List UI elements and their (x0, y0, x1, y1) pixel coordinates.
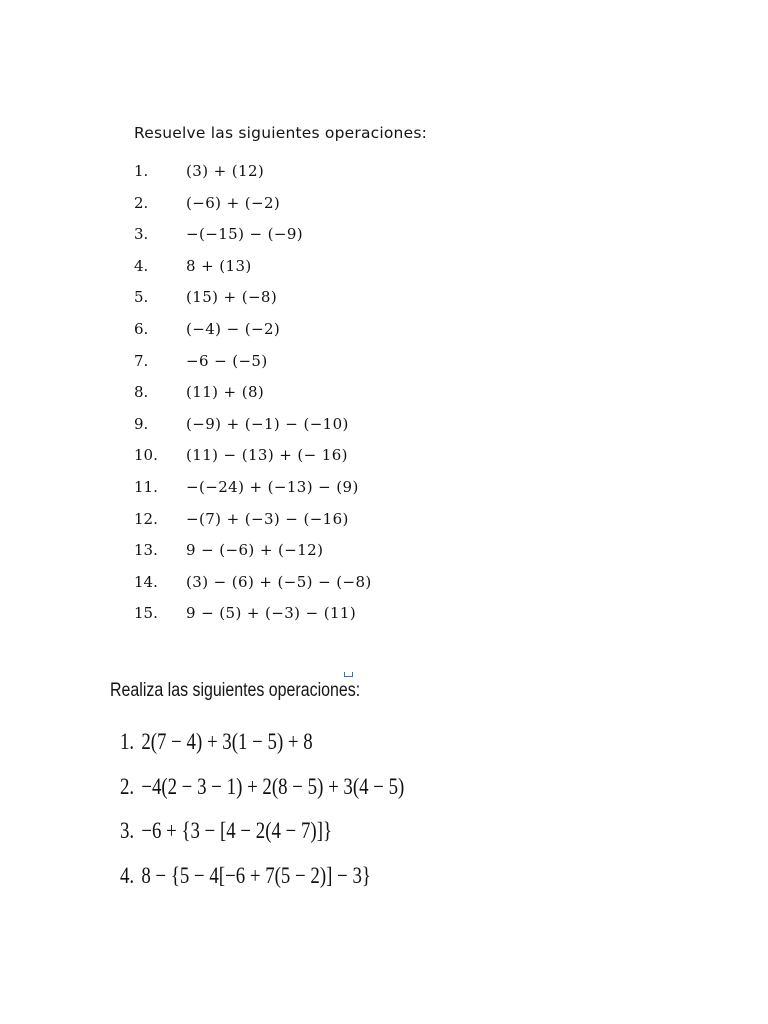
item-expression: −4(2 − 3 − 1) + 2(8 − 5) + 3(4 − 5) (141, 773, 405, 799)
list-item (134, 535, 372, 567)
list-item (120, 813, 404, 858)
item-expression: 8 + (13) (186, 256, 252, 275)
list-item (134, 440, 372, 472)
item-number: 8. (134, 383, 149, 402)
item-expression: (−4) − (−2) (186, 319, 281, 338)
item-number: 4. (134, 256, 149, 275)
list-item (134, 346, 372, 378)
item-expression: (3) + (12) (186, 162, 265, 180)
item-number: 14. (134, 572, 158, 591)
list-item (134, 504, 372, 536)
item-number: 2. (134, 193, 149, 212)
item-expression: −6 + {3 − [4 − 2(4 − 7)]} (141, 818, 333, 843)
operations-list-1 (134, 156, 372, 630)
section-1-title: Resuelve las siguientes operaciones: (134, 124, 428, 142)
list-item (134, 598, 372, 630)
item-number: 1. (120, 729, 135, 754)
item-number: 10. (134, 446, 158, 465)
item-expression: (15) + (−8) (186, 288, 278, 307)
list-item (134, 156, 372, 188)
item-number: 1. (134, 162, 149, 180)
item-expression: (−9) + (−1) − (−10) (186, 414, 349, 433)
item-expression: (3) − (6) + (−5) − (−8) (186, 572, 372, 591)
item-number: 2. (120, 773, 135, 799)
item-expression: −6 − (−5) (186, 351, 268, 370)
list-item (120, 724, 404, 769)
item-expression: 9 − (5) + (−3) − (11) (186, 604, 357, 623)
item-expression: (−6) + (−2) (186, 193, 281, 212)
item-expression: (11) − (13) + (− 16) (186, 446, 348, 465)
item-number: 5. (134, 288, 149, 307)
item-expression: −(7) + (−3) − (−16) (186, 509, 349, 528)
item-number: 3. (134, 225, 149, 244)
item-number: 4. (120, 862, 135, 888)
item-expression: (11) + (8) (186, 383, 265, 402)
list-item (134, 377, 372, 409)
item-number: 15. (134, 604, 158, 623)
list-item (134, 282, 372, 314)
operations-list-2 (120, 724, 467, 902)
list-item (120, 858, 404, 903)
item-expression: −(−15) − (−9) (186, 225, 304, 244)
list-item (134, 219, 372, 251)
list-item (134, 251, 372, 283)
item-number: 11. (134, 477, 158, 496)
item-number: 3. (120, 818, 135, 843)
item-number: 13. (134, 541, 158, 560)
item-number: 6. (134, 319, 149, 338)
item-number: 9. (134, 414, 149, 433)
item-expression: −(−24) + (−13) − (9) (186, 477, 359, 496)
item-expression: 2(7 − 4) + 3(1 − 5) + 8 (141, 729, 313, 754)
item-number: 12. (134, 509, 158, 528)
item-number: 7. (134, 351, 149, 370)
list-item (120, 769, 404, 814)
list-item (134, 314, 372, 346)
item-expression: 9 − (−6) + (−12) (186, 541, 324, 560)
list-item (134, 188, 372, 220)
list-item (134, 472, 372, 504)
item-expression: 8 − {5 − 4[−6 + 7(5 − 2)] − 3} (141, 862, 371, 888)
list-item (134, 567, 372, 599)
anchor-marker (344, 672, 353, 677)
section-2-title: Realiza las siguientes operaciones: (110, 680, 361, 701)
list-item (134, 409, 372, 441)
